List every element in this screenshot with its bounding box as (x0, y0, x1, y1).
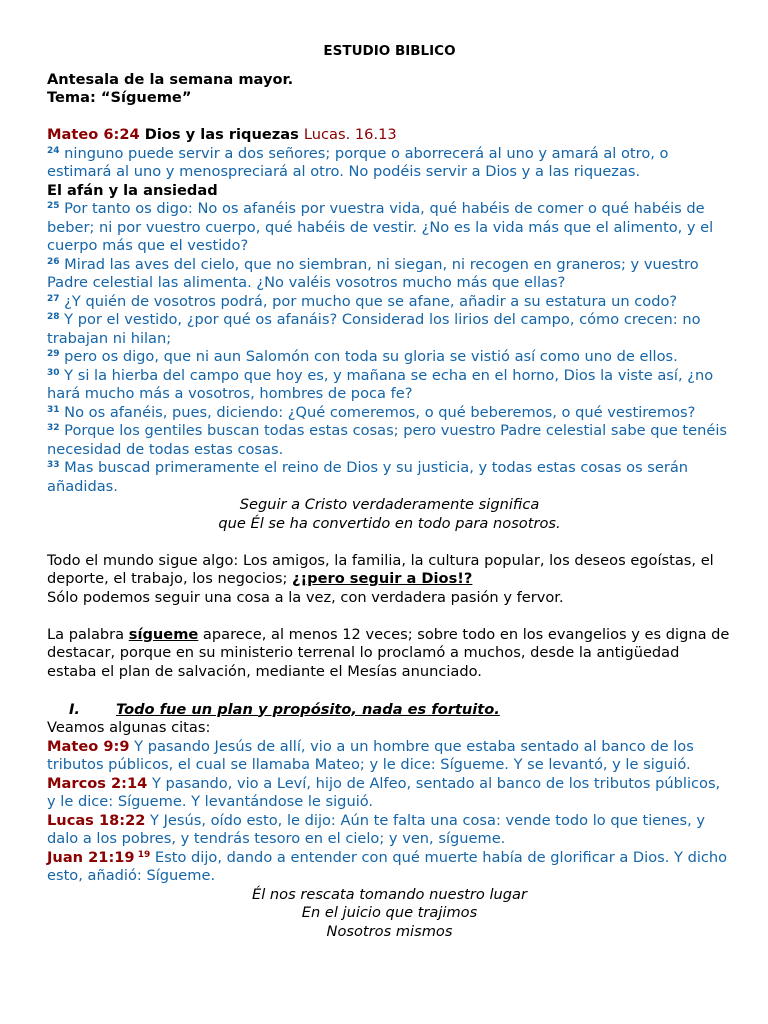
bible-verse (47, 256, 732, 293)
bible-verse (47, 459, 732, 496)
verse-text: Mirad las aves del cielo, que no siembran, ni siegan, ni recogen en graneros; y vuestro Padre celestial las alimenta. ¿No valéis vosotros mucho más que ellas? (47, 255, 699, 291)
verse-number: 28 (47, 312, 60, 322)
verse-text: Mas buscad primeramente el reino de Dios y su justicia, y todas estas cosas os serán añadidas. (47, 459, 689, 495)
citation-item (47, 738, 732, 775)
verse-number: 31 (47, 404, 60, 415)
closing-quote-line: Nosotros mismos (326, 922, 453, 940)
citation-text: Esto dijo, dando a entender con qué muerte había de glorificar a Dios. Y dicho esto, añadió: Sígueme. (47, 848, 728, 884)
paragraph-text: aparece, al menos 12 veces; sobre todo en los evangelios y es digna de destacar, porque en su ministerio terrenal lo proclamó a muchos, desde la antigüedad estaba el plan de salvación, mediante el Mesías anunciado. (47, 625, 730, 680)
bible-verse (47, 200, 732, 256)
quote-line: Seguir a Cristo verdaderamente significa (239, 496, 540, 513)
passage-subheading: El afán y la ansiedad (47, 181, 218, 199)
citation-text: Y pasando, vio a Leví, hijo de Alfeo, sentado al banco de los tributos públicos, y le dice: Sígueme. Y levantándose le siguió. (47, 774, 721, 810)
citation-text: Y Jesús, oído esto, le dijo: Aún te falta una cosa: vende todo lo que tienes, y dalo a los pobres, y tendrás tesoro en el cielo; y ven, sígueme. (47, 811, 706, 847)
keyword-sigueme: sígueme (128, 625, 199, 643)
citation-item (47, 775, 732, 812)
verse-text: Porque los gentiles buscan todas estas cosas; pero vuestro Padre celestial sabe que tenéis necesidad de todas estas cosas. (47, 422, 728, 458)
bible-verse (47, 145, 732, 182)
verse-number: 19 (134, 849, 151, 860)
emphasis-question: ¿¡pero seguir a Dios!? (292, 570, 473, 587)
citations-intro: Veamos algunas citas: (47, 719, 211, 736)
passage-topic: Dios y las riquezas (139, 126, 304, 143)
verse-text: Y si la hierba del campo que hoy es, y mañana se echa en el horno, Dios la viste así, ¿no hará mucho más a vosotros, hombres de poca fe? (47, 366, 714, 402)
quote-line: que Él se ha convertido en todo para nosotros. (218, 514, 561, 532)
passage-ref-mateo: Mateo 6:24 (47, 126, 140, 143)
verse-text: Y por el vestido, ¿por qué os afanáis? Considerad los lirios del campo, cómo crecen: no trabajan ni hilan; (47, 311, 701, 347)
closing-quote-line: Él nos rescata tomando nuestro lugar (252, 885, 527, 903)
section-title: Todo fue un plan y propósito, nada es fortuito. (116, 700, 500, 718)
section-heading (47, 701, 732, 720)
paragraph-text: La palabra (47, 625, 129, 643)
citation-item (47, 812, 732, 849)
paragraph-text: Todo el mundo sigue algo: Los amigos, la familia, la cultura popular, los deseos egoístas, el deporte, el trabajo, los negocios; (47, 551, 714, 587)
citations-list (47, 738, 732, 886)
passage-ref-lucas: Lucas. 16.13 (303, 126, 397, 143)
paragraph-line: Sólo podemos seguir una cosa a la vez, con verdadera pasión y fervor. (47, 588, 564, 606)
verses-group-a (47, 145, 732, 182)
verse-text: ninguno puede servir a dos señores; porque o aborrecerá al uno y amará al otro, o estimará al uno y menospreciará al otro. No podéis servir a Dios y a las riquezas. (47, 144, 669, 180)
bible-verse (47, 422, 732, 459)
bible-verse (47, 404, 732, 423)
bible-verse (47, 367, 732, 404)
paragraph-sigueme (47, 626, 732, 682)
closing-quote-line: En el juicio que trajimos (301, 904, 478, 921)
passage-heading (47, 126, 732, 145)
verse-text: ¿Y quién de vosotros podrá, por mucho que se afane, añadir a su estatura un codo? (59, 292, 678, 310)
verse-text: No os afanéis, pues, diciendo: ¿Qué comeremos, o qué beberemos, o qué vestiremos? (59, 403, 696, 421)
verse-number: 32 (47, 423, 60, 433)
verse-number: 27 (47, 293, 60, 304)
citation-ref: Juan 21:19 (47, 848, 135, 866)
verse-number: 24 (47, 145, 60, 156)
bible-verse (47, 293, 732, 312)
verse-number: 33 (47, 460, 60, 470)
bible-verse (47, 348, 732, 367)
verse-text: pero os digo, que ni aun Salomón con toda su gloria se vistió así como uno de ellos. (59, 348, 678, 365)
citation-ref: Marcos 2:14 (47, 774, 148, 792)
citation-ref: Mateo 9:9 (47, 737, 130, 755)
document-title: ESTUDIO BIBLICO (323, 43, 456, 59)
citation-ref: Lucas 18:22 (47, 811, 146, 829)
citation-item (47, 849, 732, 886)
section-number: I. (69, 700, 80, 718)
paragraph-following (47, 552, 732, 589)
verse-number: 29 (47, 349, 60, 359)
intro-line: Antesala de la semana mayor. (47, 70, 294, 88)
bible-verse (47, 311, 732, 348)
verse-number: 25 (47, 201, 60, 211)
citation-text: Y pasando Jesús de allí, vio a un hombre que estaba sentado al banco de los tributos públicos, el cual se llamaba Mateo; y le dice: Sígueme. Y se levantó, y le siguió. (47, 737, 694, 773)
document-body (47, 42, 732, 941)
verses-group-b (47, 200, 732, 496)
verse-text: Por tanto os digo: No os afanéis por vuestra vida, qué habéis de comer o qué habéis de beber; ni por vuestro cuerpo, qué habéis de vestir. ¿No es la vida más que el alimento, y el cuerpo más que el vestido? (47, 200, 714, 254)
verse-number: 26 (47, 256, 60, 267)
verse-number: 30 (47, 367, 60, 378)
theme-line: Tema: “Sígueme” (47, 89, 192, 106)
